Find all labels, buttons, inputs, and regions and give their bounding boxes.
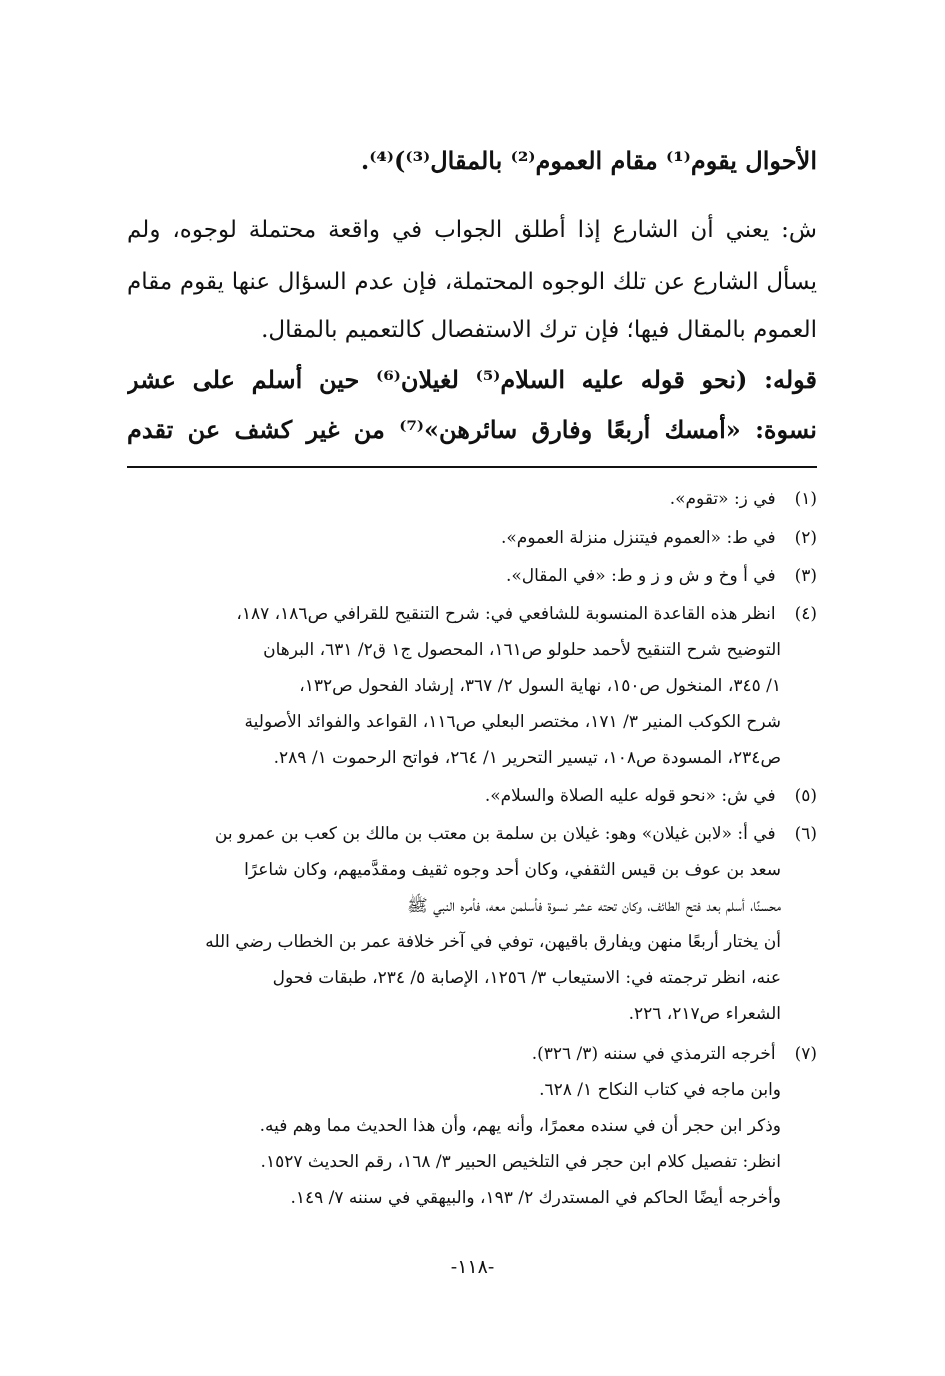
footnote-text: انظر هذه القاعدة المنسوبة للشافعي في: شرح التنقيح للقرافي ص١٨٦، ١٨٧، bbox=[236, 604, 776, 624]
page-number: -١١٨- bbox=[450, 1256, 495, 1278]
footnote-6-line-3: محسنًا، أسلم بعد فتح الطائف، وكان تحته عشر نسوة فأسلمن معه، فأمره النبي ﷺ bbox=[407, 896, 781, 916]
footnote-number: (٣) bbox=[794, 566, 817, 586]
footnote-7-line-5: وأخرجه أيضًا الحاكم في المستدرك ٢/ ١٩٣، والبيهقي في سننه ٧/ ١٤٩. bbox=[290, 1188, 781, 1208]
footnote-3 bbox=[117, 562, 817, 590]
footnote-number: (٤) bbox=[794, 604, 817, 624]
footnote-number: (٦) bbox=[794, 824, 817, 844]
footnote-1 bbox=[117, 485, 817, 513]
footnote-number: (١) bbox=[794, 489, 817, 509]
footnote-text: في ط: «العموم فيتنزل منزلة العموم». bbox=[500, 528, 776, 548]
footnote-7-line-2: وابن ماجه في كتاب النكاح ١/ ٦٢٨. bbox=[539, 1080, 781, 1100]
footnote-6-line-2: سعد بن عوف بن قيس الثقفي، وكان أحد وجوه ثقيف ومقدَّميهم، وكان شاعرًا bbox=[244, 860, 781, 880]
footnote-4-line-3: ١/ ٣٤٥، المنخول ص١٥٠، نهاية السول ٢/ ٣٦٧، إرشاد الفحول ص١٣٢، bbox=[299, 676, 781, 696]
quote-line-2: نسوة: «أمسك أربعًا وفارق سائرهن»⁽⁷⁾ من غير كشف عن تقدم bbox=[127, 415, 817, 444]
footnote-6-line-6: الشعراء ص٢١٧، ٢٢٦. bbox=[628, 1004, 781, 1024]
footnote-7-line-3: وذكر ابن حجر أن في سنده معمرًا، وأنه يهم، وأن هذا الحديث مما وهم فيه. bbox=[259, 1116, 781, 1136]
footnote-7-line-4: انظر: تفصيل كلام ابن حجر في التلخيص الحبير ٣/ ١٦٨، رقم الحديث ١٥٢٧. bbox=[260, 1152, 781, 1172]
commentary-line-1: ش: يعني أن الشارع إذا أطلق الجواب في واقعة محتملة لوجوه، ولم bbox=[127, 217, 817, 243]
footnote-text: في ش: «نحو قوله عليه الصلاة والسلام». bbox=[484, 786, 776, 806]
footnote-6-line-4: أن يختار أربعًا منهن ويفارق باقيهن، توفي في آخر خلافة عمر بن الخطاب رضي الله bbox=[205, 932, 781, 952]
footnote-text: في أ: «لابن غيلان» وهو: غيلان بن سلمة بن معتب بن مالك بن كعب بن عمرو بن bbox=[214, 824, 776, 844]
footnote-divider bbox=[127, 466, 817, 468]
text-line-1: الأحوال يقوم⁽¹⁾ مقام العموم⁽²⁾ بالمقال⁽³⁾)⁽⁴⁾. bbox=[360, 146, 817, 175]
footnote-2 bbox=[117, 524, 817, 552]
footnote-number: (٥) bbox=[794, 786, 817, 806]
footnote-text: أخرجه الترمذي في سننه (٣/ ٣٢٦). bbox=[531, 1044, 776, 1064]
footnote-4 bbox=[117, 600, 817, 628]
footnote-7 bbox=[117, 1040, 817, 1068]
footnote-4-line-4: شرح الكوكب المنير ٣/ ١٧١، مختصر البعلي ص١١٦، القواعد والفوائد الأصولية bbox=[244, 712, 781, 732]
footnote-text: في ز: «تقوم». bbox=[669, 489, 776, 509]
footnote-4-line-2: التوضيح شرح التنقيح لأحمد حلولو ص١٦١، المحصول ج١ ق٢/ ٦٣١، البرهان bbox=[263, 640, 781, 660]
footnote-number: (٧) bbox=[794, 1044, 817, 1064]
commentary-line-3: العموم بالمقال فيها؛ فإن ترك الاستفصال كالتعميم بالمقال. bbox=[261, 317, 817, 343]
footnote-6-line-5: عنه، انظر ترجمته في: الاستيعاب ٣/ ١٢٥٦، الإصابة ٥/ ٢٣٤، طبقات فحول bbox=[272, 968, 781, 988]
footnote-number: (٢) bbox=[794, 528, 817, 548]
quote-line-1: قوله: (نحو قوله عليه السلام⁽⁵⁾ لغيلان⁽⁶⁾ حين أسلم على عشر bbox=[127, 365, 817, 394]
footnote-4-line-5: ص٢٣٤، المسودة ص١٠٨، تيسير التحرير ١/ ٢٦٤، فواتح الرحموت ١/ ٢٨٩. bbox=[273, 748, 781, 768]
commentary-line-2: يسأل الشارع عن تلك الوجوه المحتملة، فإن عدم السؤال عنها يقوم مقام bbox=[127, 269, 817, 295]
footnote-text: في أ وخ و ش و ز و ط: «في المقال». bbox=[505, 566, 776, 586]
footnote-6 bbox=[117, 820, 817, 848]
footnote-5 bbox=[117, 782, 817, 810]
